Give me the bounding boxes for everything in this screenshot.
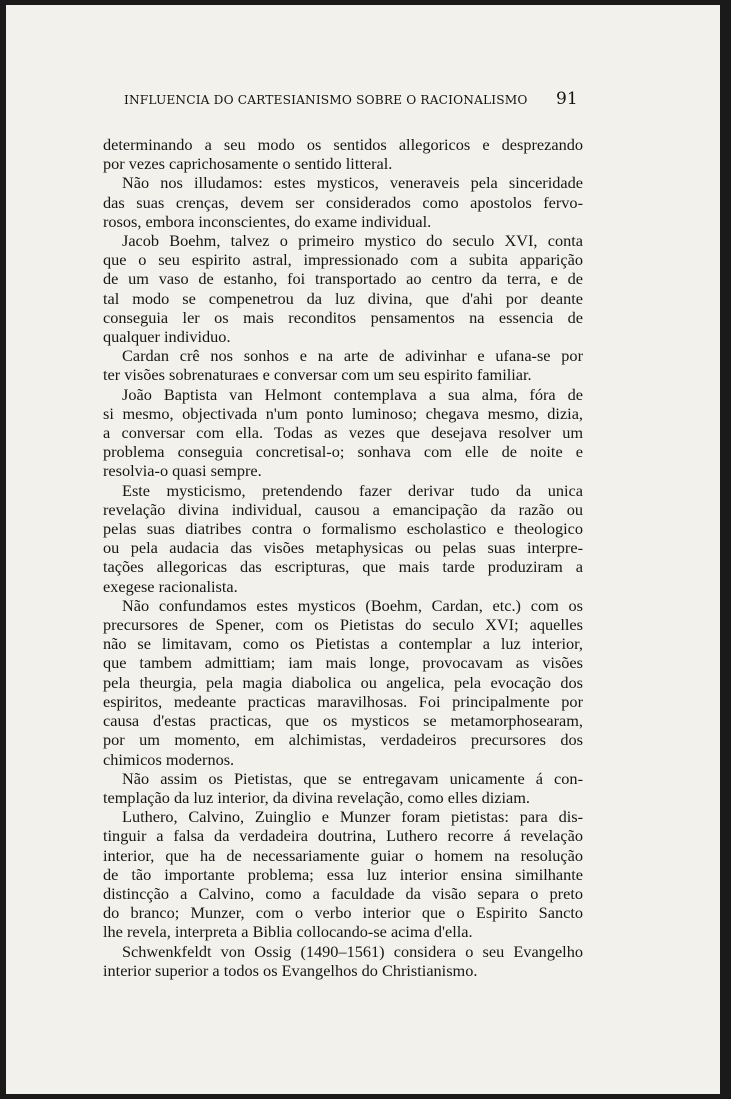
text-line: lhe revela, interpreta a Biblia collocando-se acima d'ella. [103,922,473,942]
text-line: Este mysticismo, pretendendo fazer derivar tudo da unica [122,480,583,500]
text-line: interior, que ha de necessariamente guiar o homem na resolução [103,845,583,865]
text-line: si mesmo, objectivada n'um ponto luminoso; chegava mesmo, dizia, [103,403,583,423]
body-text [103,135,583,980]
text-line: Não confundamos estes mysticos (Boehm, Cardan, etc.) com os [122,595,583,615]
text-line: determinando a seu modo os sentidos allegoricos e desprezando [103,135,583,154]
text-line: Não nos illudamos: estes mysticos, veneraveis pela sinceridade [122,173,583,193]
page-number: 91 [556,89,578,109]
text-line: tinguir a falsa da verdadeira doutrina, Luthero recorre á revelação [103,826,583,846]
text-line: por vezes caprichosamente o sentido litteral. [103,154,393,174]
text-line: Cardan crê nos sonhos e na arte de adivinhar e ufana-se por [122,346,583,366]
text-line: tal modo se compenetrou da luz divina, que d'ahi por deante [103,288,583,308]
text-line: Luthero, Calvino, Zuinglio e Munzer foram pietistas: para dis- [122,807,583,827]
text-line: conseguia ler os mais reconditos pensamentos na essencia de [103,307,583,327]
text-line: problema conseguia concretisal-o; sonhava com elle de noite e [103,442,583,462]
text-line: chimicos modernos. [103,749,235,769]
text-line: ou pela audacia das visões metaphysicas ou pelas suas interpre- [103,538,583,558]
text-line: João Baptista van Helmont contemplava a sua alma, fóra de [122,384,583,404]
text-line: revelação divina individual, causou a emancipação da razão ou [103,499,583,519]
text-line: das suas crenças, devem ser considerados como apostolos fervo- [103,192,583,212]
text-line: rosos, embora inconscientes, do exame individual. [103,211,432,231]
running-title: INFLUENCIA DO CARTESIANISMO SOBRE O RACIONALISMO [124,93,528,107]
text-line: pelas suas diatribes contra o formalismo escholastico e theologico [103,519,583,539]
text-line: que o seu espirito astral, impressionado com a subita apparição [103,250,583,270]
text-line: Schwenkfeldt von Ossig (1490–1561) considera o seu Evangelho [122,941,583,961]
text-line: de um vaso de estanho, foi transportado ao centro da terra, e de [103,269,583,289]
text-line: que tambem admittiam; iam mais longe, provocavam as visões [103,653,583,673]
text-line: tações allegoricas das escripturas, que mais tarde produziram a [103,557,583,577]
text-line: causa d'estas practicas, que os mysticos se metamorphosearam, [103,711,583,731]
text-line: por um momento, em alchimistas, verdadeiros precursores dos [103,730,583,750]
text-line: distincção a Calvino, como a faculdade da visão separa o preto [103,883,583,903]
text-line: interior superior a todos os Evangelhos do Christianismo. [103,960,478,980]
text-line: precursores de Spener, com os Pietistas do seculo XVI; aquelles [103,615,583,635]
text-line: pela theurgia, pela magia diabolica ou angelica, pela evocação dos [103,672,583,692]
text-line: Não assim os Pietistas, que se entregavam unicamente á con- [122,768,583,788]
text-line: templação da luz interior, da divina revelação, como elles diziam. [103,787,531,807]
text-line: ter visões sobrenaturaes e conversar com um seu espirito familiar. [103,365,532,385]
text-line: exegese racionalista. [103,576,238,596]
text-line: de tão importante problema; essa luz interior ensina similhante [103,864,583,884]
text-line: do branco; Munzer, com o verbo interior que o Espirito Sancto [103,903,583,923]
text-line: a conversar com ella. Todas as vezes que desejava resolver um [103,423,583,443]
text-line: não se limitavam, como os Pietistas a contemplar a luz interior, [103,634,583,654]
text-line: espiritos, medeante practicas maravilhosas. Foi principalmente por [103,691,583,711]
text-line: Jacob Boehm, talvez o primeiro mystico do seculo XVI, conta [122,231,583,251]
text-line: qualquer individuo. [103,327,231,347]
book-page [6,5,720,1094]
text-line: resolvia-o quasi sempre. [103,461,262,481]
